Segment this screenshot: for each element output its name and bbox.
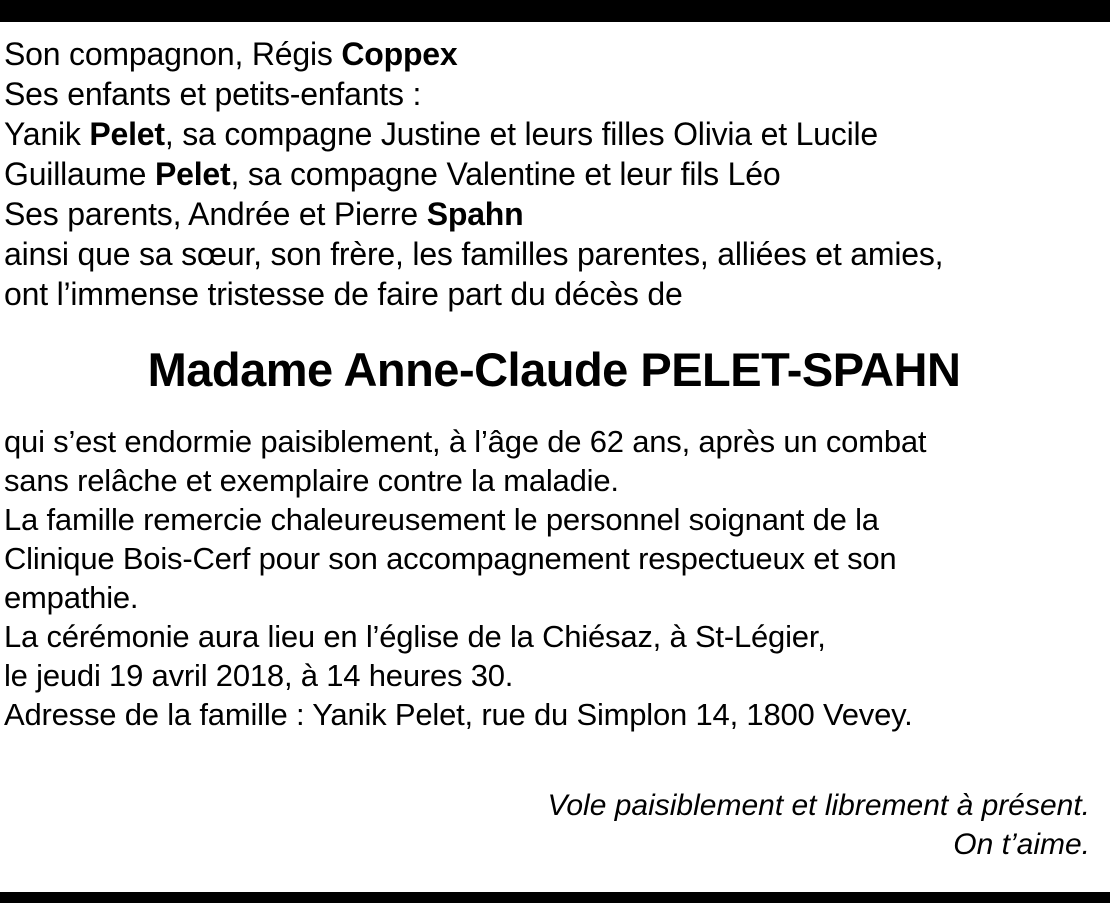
body-line: La cérémonie aura lieu en l’église de la Chiésaz, à St-Légier, (4, 619, 826, 654)
body-line: Clinique Bois-Cerf pour son accompagnement respectueux et son (4, 541, 897, 576)
body-line: sans relâche et exemplaire contre la maladie. (4, 463, 619, 498)
body-block (4, 422, 1104, 734)
body-line: qui s’est endormie paisiblement, à l’âge de 62 ans, après un combat (4, 424, 927, 459)
intro-line: Son compagnon, Régis Coppex (4, 36, 458, 72)
intro-line: Ses enfants et petits-enfants : (4, 76, 422, 112)
body-line: Adresse de la famille : Yanik Pelet, rue du Simplon 14, 1800 Vevey. (4, 697, 913, 732)
top-rule (0, 0, 1110, 22)
closing-line: On t’aime. (953, 828, 1090, 861)
bottom-rule (0, 892, 1110, 903)
closing-block (4, 786, 1104, 864)
body-line: La famille remercie chaleureusement le personnel soignant de la (4, 502, 879, 537)
closing-line: Vole paisiblement et librement à présent. (547, 789, 1090, 822)
intro-line: Yanik Pelet, sa compagne Justine et leurs filles Olivia et Lucile (4, 116, 878, 152)
top-spacer (0, 22, 1110, 32)
deceased-name: Madame Anne-Claude PELET-SPAHN (147, 343, 961, 396)
intro-line: Guillaume Pelet, sa compagne Valentine et leur fils Léo (4, 156, 781, 192)
notice-content (0, 32, 1110, 892)
body-line: empathie. (4, 580, 139, 615)
family-intro-block (4, 34, 1104, 314)
intro-line: ont l’immense tristesse de faire part du décès de (4, 276, 683, 312)
intro-line: ainsi que sa sœur, son frère, les familles parentes, alliées et amies, (4, 236, 944, 272)
intro-line: Ses parents, Andrée et Pierre Spahn (4, 196, 524, 232)
body-line: le jeudi 19 avril 2018, à 14 heures 30. (4, 658, 514, 693)
